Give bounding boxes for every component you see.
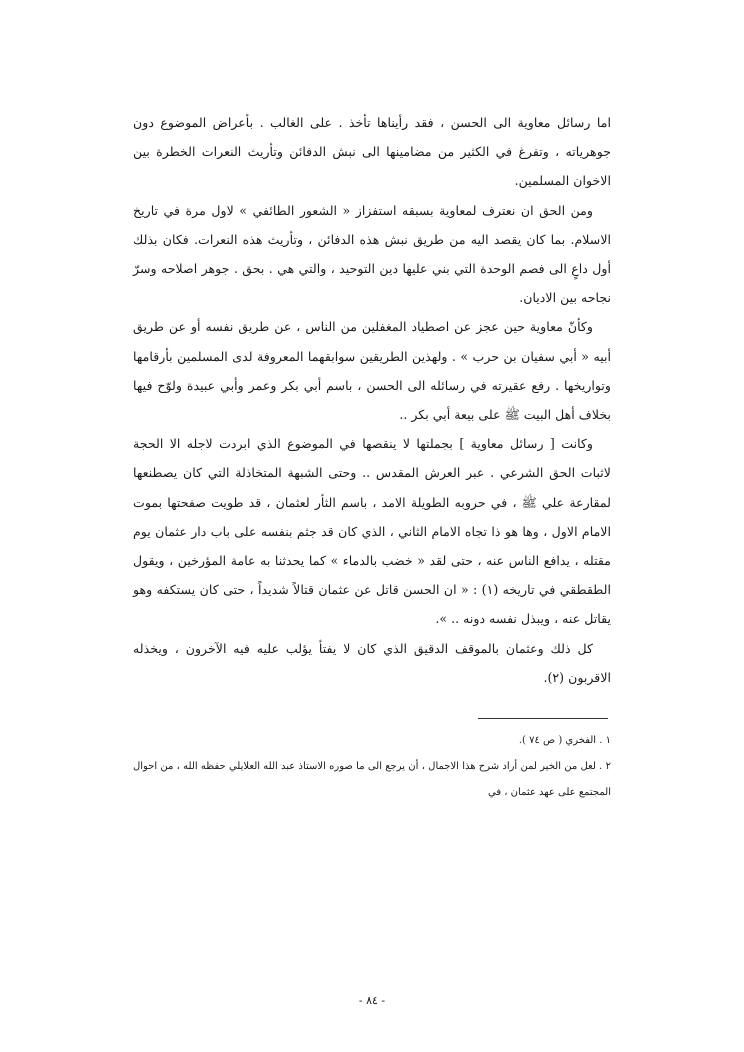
paragraph-2: ومن الحق ان نعترف لمعاوية بسبقه استفزاز « الشعور الطائفي » لاول مرة في تاريخ الاسلام. بما كان يقصد اليه من طريق نبش هذه الدفائن ، وتأريث هذه النعرات. فكان بذلك أول داعٍ الى فصم الوحدة التي بني عليها دين التوحيد ، والتي هي . بحق . جوهر اصلاحه وسرّ نجاحه بين الاديان.	[133, 202, 611, 306]
paragraph-5: كل ذلك وعثمان بالموقف الدقيق الذي كان لا يفتأ يؤلب عليه فيه الآخرون ، ويخذله الاقربون (٢).	[133, 640, 611, 685]
footnotes	[133, 728, 611, 806]
main-text	[133, 108, 611, 692]
footnote-separator	[478, 718, 608, 719]
paragraph-4: وكانت [ رسائل معاوية ] بجملتها لا ينقصها في الموضوع الذي ابردت لاجله الا الحجة لاثبات الحق الشرعي . عبر العرش المقدس .. وحتى الشبهة المتخاذلة التي كان يصطنعها لمقارعة علي ﷺ ، في حروبه الطويلة الامد ، باسم الثأر لعثمان ، قد طويت صفحتها بموت الامام الاول ، وها هو ذا تجاه الامام الثاني ، الذي كان قد جثم بنفسه على باب دار عثمان يوم مقتله ، يدافع الناس عنه ، حتى لقد « خضب بالدماء » كما يحدثنا به عامة المؤرخين ، ويقول الطقطقي في تاريخه (١) : « ان الحسن قاتل عن عثمان قتالاً شديداً ، حتى كان يستكفه وهو يقاتل عنه ، ويبذل نفسه دونه .. ».	[133, 436, 611, 627]
paragraph-3: وكأنّ معاوية حين عجز عن اصطياد المغفلين من الناس ، عن طريق نفسه أو عن طريق أبيه « أبي سفيان بن حرب » . ولهذين الطريقين سوابقهما المعروفة لدى المسلمين بأرقامها وتواريخها . رفع عقيرته في رسائله الى الحسن ، باسم أبي بكر وعمر وأبي عبيدة ولوّح فيها بخلاف أهل البيت ﷺ على بيعة أبي بكر ..	[133, 319, 611, 423]
page-number: - ٨٤ -	[358, 994, 386, 1007]
footnote-1: ١ . الفخري ( ص ٧٤ ).	[518, 735, 611, 746]
footnote-2: ٢ . لعل من الخير لمن أراد شرح هذا الاجمال ، أن يرجع الى ما صوره الاستاذ عبد الله العلايلي حفظه الله ، من احوال المجتمع على عهد عثمان ، في	[133, 761, 611, 798]
paragraph-1: اما رسائل معاوية الى الحسن ، فقد رأيناها تأخذ . على الغالب . بأعراض الموضوع دون جوهرياته ، وتفرغ في الكثير من مضامينها الى نبش الدفائن وتأريث النعرات الخطرة بين الاخوان المسلمين.	[133, 115, 611, 189]
